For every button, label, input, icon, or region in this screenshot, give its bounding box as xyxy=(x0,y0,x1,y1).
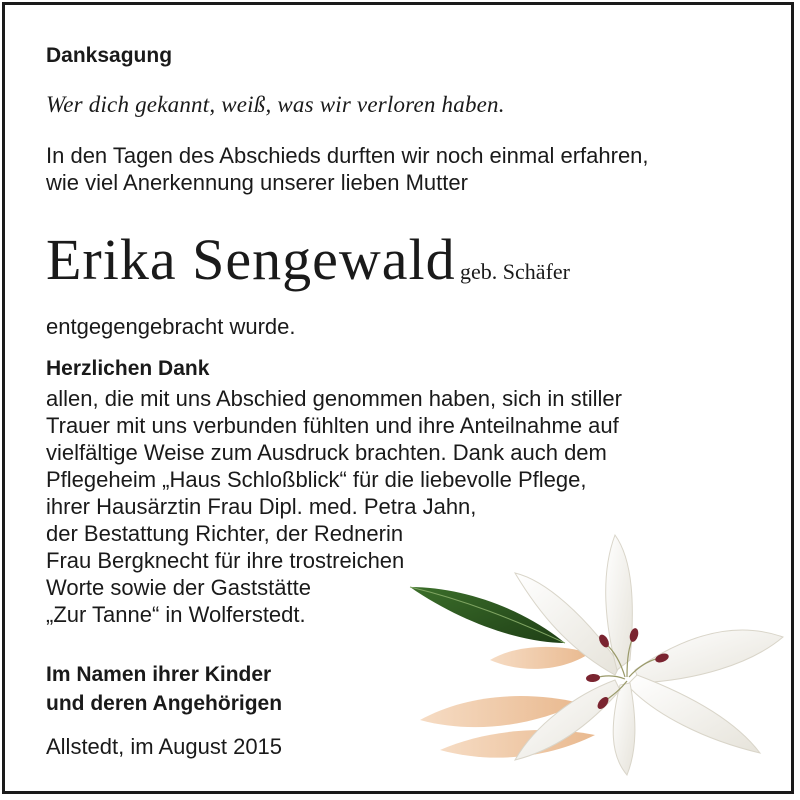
thanks-line: Worte sowie der Gaststätte xyxy=(46,575,311,600)
signature-line: und deren Angehörigen xyxy=(46,692,283,715)
lily-petal xyxy=(606,535,633,670)
thanks-line: Frau Bergknecht für ihre trostreichen xyxy=(46,548,405,573)
lily-petal xyxy=(613,683,635,775)
thanks-line: vielfältige Weise zum Ausdruck brachten. Dank auch dem xyxy=(46,440,607,465)
birth-name: geb. Schäfer xyxy=(460,259,570,284)
signature-line: Im Namen ihrer Kinder xyxy=(46,663,272,686)
after-name-text: entgegengebracht wurde. xyxy=(46,314,296,339)
notice-heading: Danksagung xyxy=(46,44,173,67)
thanks-line: ihrer Hausärztin Frau Dipl. med. Petra Jahn, xyxy=(46,494,477,519)
lily-bud xyxy=(490,647,590,669)
notice-motto: Wer dich gekannt, weiß, was wir verloren haben. xyxy=(46,92,505,117)
thanks-line: Trauer mit uns verbunden fühlten und ihre Anteilnahme auf xyxy=(46,413,619,438)
lily-petal xyxy=(627,675,760,753)
intro-text xyxy=(46,142,649,196)
deceased-name: Erika Sengewald xyxy=(46,227,456,292)
signature-block xyxy=(46,660,282,718)
thanks-line: allen, die mit uns Abschied genommen haben, sich in stiller xyxy=(46,386,622,411)
lily-flower-icon xyxy=(405,525,790,780)
thanks-line: Pflegeheim „Haus Schloßblick“ für die liebevolle Pflege, xyxy=(46,467,587,492)
intro-line: wie viel Anerkennung unserer lieben Mutter xyxy=(46,170,468,195)
place-date: Allstedt, im August 2015 xyxy=(46,734,283,759)
deceased-name-row xyxy=(46,226,570,293)
thanks-line: der Bestattung Richter, der Rednerin xyxy=(46,521,404,546)
intro-line: In den Tagen des Abschieds durften wir noch einmal erfahren, xyxy=(46,143,649,168)
thanks-line: „Zur Tanne“ in Wolferstedt. xyxy=(46,602,306,627)
thanks-heading: Herzlichen Dank xyxy=(46,357,210,380)
